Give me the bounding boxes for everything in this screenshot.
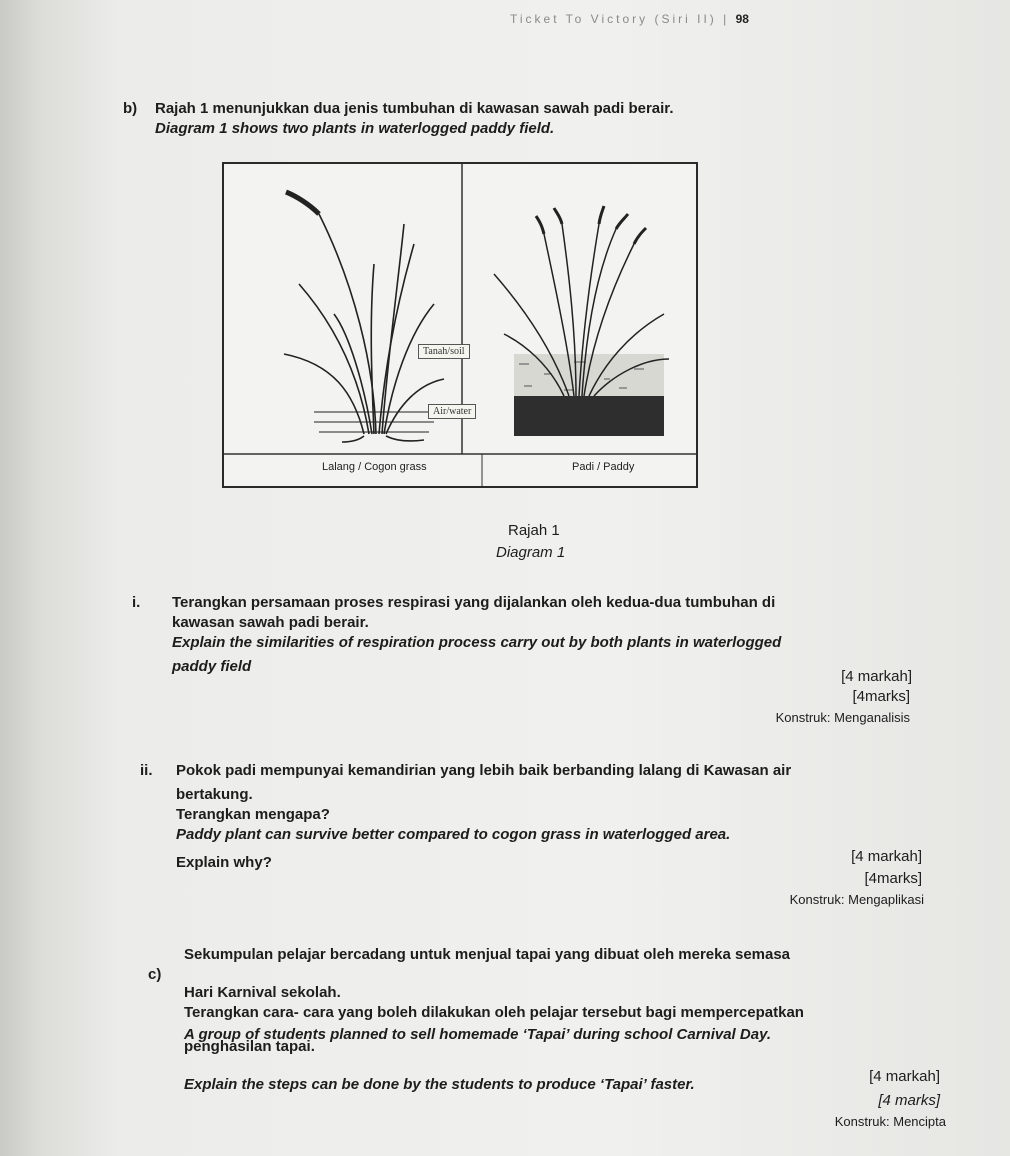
part-i-construct: Konstruk: Menganalisis [775, 710, 910, 725]
question-c-text-en-2: Explain the steps can be done by the students to produce ‘Tapai’ faster. [184, 1076, 695, 1093]
question-c-label: c) [148, 966, 162, 983]
part-ii-text-en-1: Paddy plant can survive better compared to cogon grass in waterlogged area. [176, 826, 731, 843]
cogon-grass-illustration [284, 192, 444, 442]
soil-label: Tanah/soil [418, 344, 470, 359]
diagram-caption-en: Diagram 1 [496, 544, 566, 561]
part-ii-marks-ms: [4 markah] [851, 848, 922, 865]
paddy-illustration [494, 206, 669, 436]
question-c-text-ms-2: Hari Karnival sekolah. [184, 984, 341, 1001]
page-number: 98 [735, 12, 749, 26]
part-i-text-ms-1: Terangkan persamaan proses respirasi yang dijalankan oleh kedua-dua tumbuhan di [172, 594, 776, 611]
diagram-caption-ms: Rajah 1 [508, 522, 560, 539]
part-ii-text-ms-3: Terangkan mengapa? [176, 806, 330, 823]
question-c-marks-ms: [4 markah] [869, 1068, 940, 1085]
right-plant-label: Padi / Paddy [572, 461, 635, 473]
part-ii-label: ii. [140, 762, 153, 779]
question-c-text-en-1: A group of students planned to sell homemade ‘Tapai’ during school Carnival Day. [184, 1026, 772, 1043]
part-i-text-en-2: paddy field [172, 658, 252, 675]
part-ii-text-en-2: Explain why? [176, 854, 272, 871]
part-i-label: i. [132, 594, 141, 611]
part-ii-marks-en: [4marks] [864, 870, 922, 887]
part-i-marks-ms: [4 markah] [841, 668, 912, 685]
water-label: Air/water [428, 404, 476, 419]
question-b-label: b) [123, 100, 138, 117]
part-i-text-en-1: Explain the similarities of respiration process carry out by both plants in waterlogged [172, 634, 782, 651]
question-c-text-ms-4: penghasilan tapai. [184, 1038, 315, 1055]
part-ii-text-ms-1: Pokok padi mempunyai kemandirian yang lebih baik berbanding lalang di Kawasan air [176, 762, 792, 779]
question-c-construct: Konstruk: Mencipta [834, 1114, 946, 1129]
part-i-marks-en: [4marks] [852, 688, 910, 705]
part-ii-construct: Konstruk: Mengaplikasi [789, 892, 924, 907]
question-b-text-en: Diagram 1 shows two plants in waterlogged paddy field. [155, 120, 555, 137]
diagram-1 [222, 162, 698, 488]
header-title: Ticket To Victory (Siri II) [510, 12, 717, 26]
question-c-marks-en: [4 marks] [878, 1092, 940, 1109]
question-c-text-ms-1: Sekumpulan pelajar bercadang untuk menjual tapai yang dibuat oleh mereka semasa [184, 946, 791, 963]
page-header [510, 12, 749, 26]
diagram-drawing [224, 164, 696, 486]
question-c-text-ms-3: Terangkan cara- cara yang boleh dilakukan oleh pelajar tersebut bagi mempercepatkan [184, 1004, 804, 1021]
header-separator: | [723, 12, 730, 26]
question-b-text-ms: Rajah 1 menunjukkan dua jenis tumbuhan di kawasan sawah padi berair. [155, 100, 674, 117]
part-ii-text-ms-2: bertakung. [176, 786, 253, 803]
part-i-text-ms-2: kawasan sawah padi berair. [172, 614, 369, 631]
left-plant-label: Lalang / Cogon grass [322, 461, 427, 473]
